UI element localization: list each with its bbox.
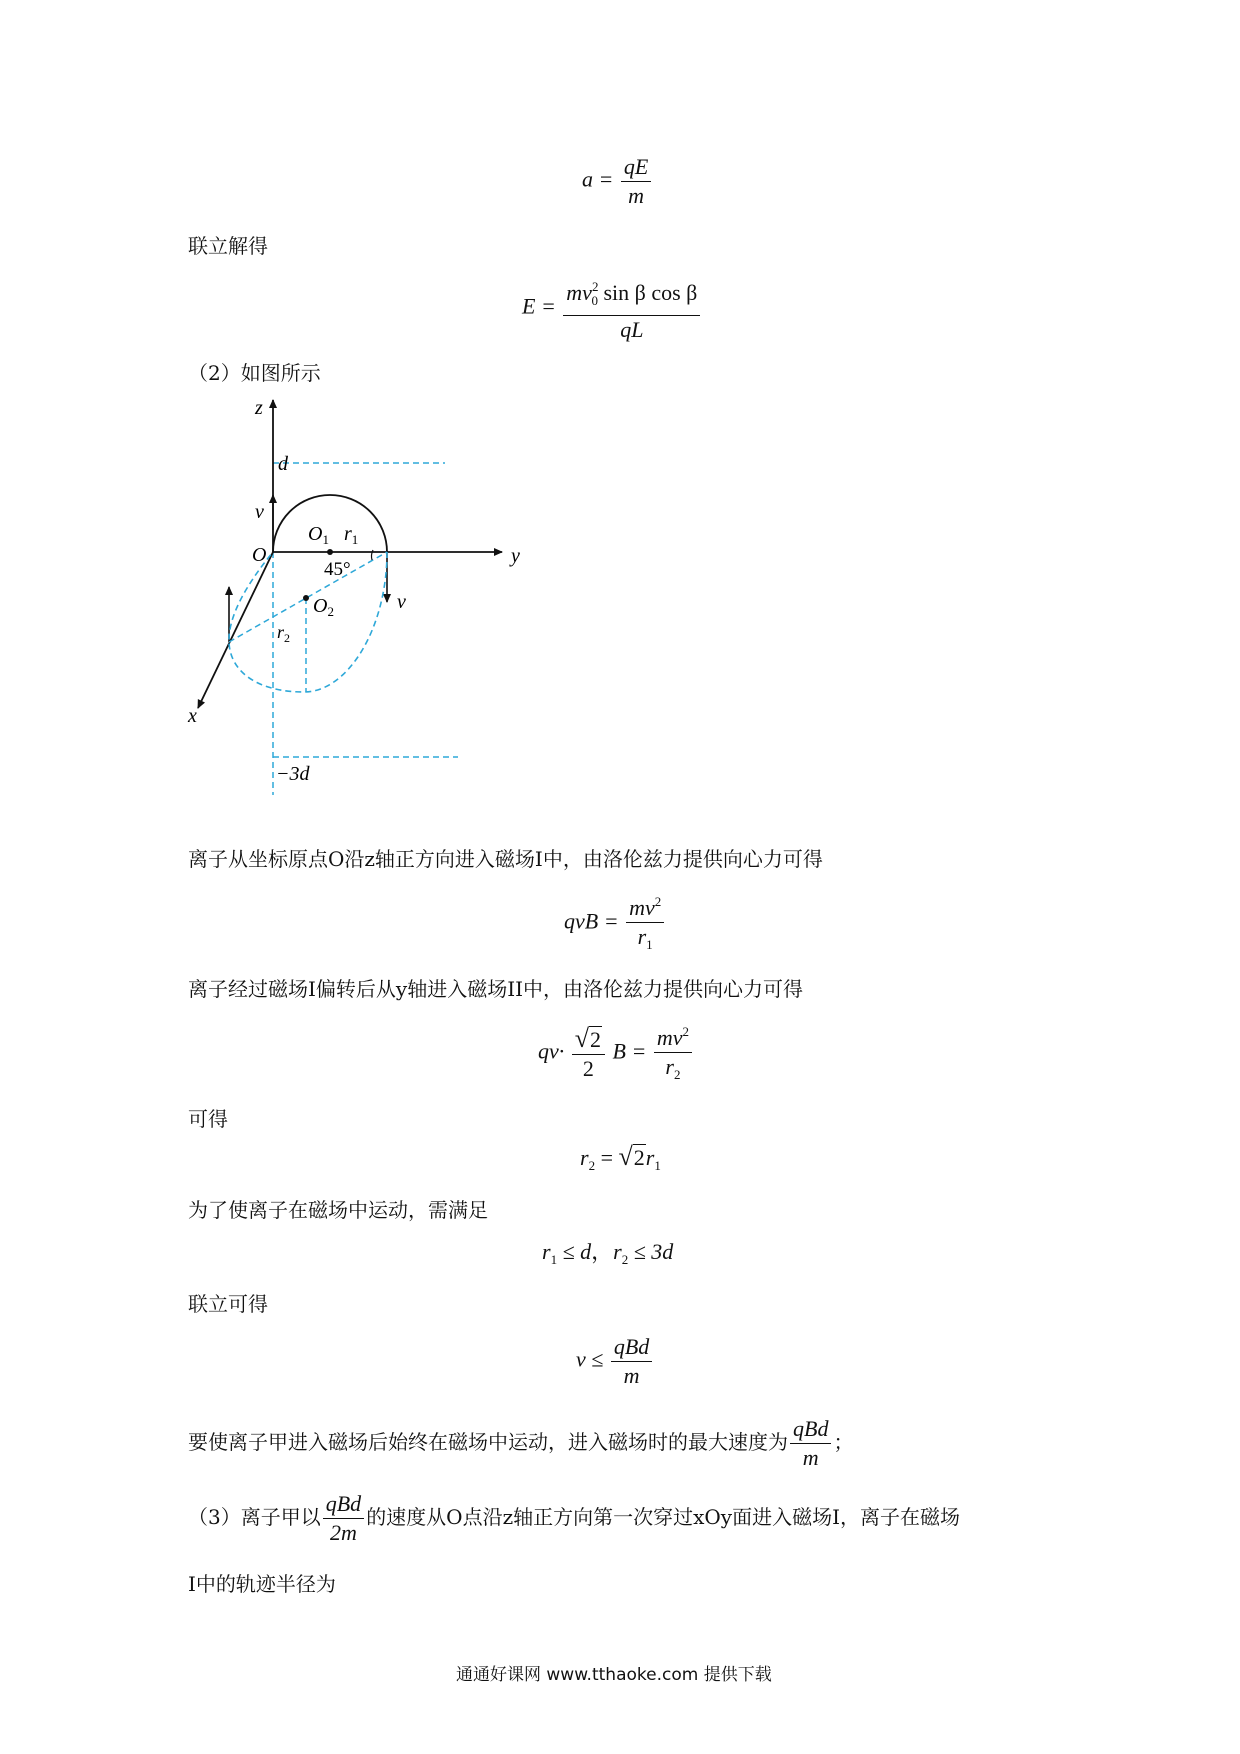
label-O2-sub: 2 (327, 604, 334, 619)
eq1-numerator: qE (621, 153, 651, 182)
label-d: d (278, 453, 288, 475)
label-r1 (344, 523, 358, 547)
trajectory-figure (180, 390, 540, 800)
label-r2 (277, 622, 290, 645)
equation-field-I-force (564, 888, 666, 959)
sqrt-sign-icon: √ (618, 1142, 633, 1171)
eq4-num-sup: 2 (682, 1024, 689, 1039)
trajectory-field-II (229, 552, 387, 692)
label-neg3d: −3d (276, 763, 310, 785)
q3-prefix: （3）离子甲以 (188, 1505, 321, 1529)
eq3-denominator (626, 923, 664, 959)
eq3-numerator (626, 888, 664, 923)
trajectory-field-I (273, 495, 387, 552)
eq4-denominator (654, 1053, 692, 1089)
eq2-num-mv: mv (566, 280, 592, 305)
equation-field-E (522, 273, 702, 344)
label-r2-main: r (277, 622, 285, 642)
eq6-r1: r (542, 1239, 551, 1264)
eq7-denominator: m (623, 1363, 640, 1388)
label-r1-sub: 1 (351, 532, 359, 547)
text-lianli-jiede: 联立解得 (188, 234, 268, 258)
label-y: y (511, 545, 520, 567)
eq4-lhs-B: B = (612, 1038, 647, 1064)
text-condition: 为了使离子在磁场中运动，需满足 (188, 1198, 488, 1222)
eq4-den-r: r (665, 1054, 674, 1079)
eq5-r1-sub: 1 (654, 1158, 661, 1173)
eq3-num-sup: 2 (654, 894, 662, 909)
eq4-fraction (654, 1018, 692, 1089)
label-O2-main: O (313, 595, 328, 617)
eq7-numerator: qBd (611, 1333, 652, 1362)
center-O2-dot (303, 595, 309, 601)
q3-denominator: 2m (330, 1520, 357, 1545)
max-speed-semicolon: ； (833, 1430, 854, 1454)
center-O1-dot (327, 549, 333, 555)
label-z: z (255, 397, 263, 419)
text-kede: 可得 (188, 1107, 228, 1131)
max-speed-denominator: m (802, 1445, 819, 1470)
eq2-fraction (563, 273, 700, 344)
eq4-sqrt-denominator: 2 (582, 1055, 594, 1081)
eq1-lhs: a = (582, 166, 614, 192)
eq4-lhs-qv: qv· (538, 1038, 565, 1064)
eq2-num-sub: 0 (591, 293, 598, 308)
eq3-den-r: r (637, 924, 647, 949)
label-O1 (308, 523, 329, 547)
eq2-numerator (563, 273, 700, 316)
text-q3 (188, 1490, 960, 1547)
label-r1-main: r (344, 523, 352, 545)
text-q2-heading: （2）如图所示 (188, 361, 321, 385)
label-r2-sub: 2 (284, 631, 291, 645)
equation-velocity-bound (576, 1333, 654, 1390)
eq2-num-sup: 2 (591, 279, 599, 294)
eq6-r2: r (613, 1239, 622, 1264)
eq5-r: r (580, 1145, 589, 1170)
label-angle-45: 45° (324, 559, 351, 580)
equation-conditions (542, 1235, 673, 1268)
eq4-den-sub: 2 (673, 1067, 681, 1082)
eq6-le-3d: ≤ 3d (628, 1239, 674, 1264)
eq4-num-mv: mv (656, 1025, 683, 1050)
eq3-num-mv: mv (629, 895, 655, 920)
max-speed-text: 要使离子甲进入磁场后始终在磁场中运动，进入磁场时的最大速度为 (188, 1430, 788, 1454)
eq2-denominator: qL (620, 317, 644, 342)
text-enter-field-II: 离子经过磁场I偏转后从y轴进入磁场II中，由洛伦兹力提供向心力可得 (188, 977, 803, 1001)
eq1-fraction (621, 153, 651, 210)
text-lianli-kede: 联立可得 (188, 1292, 268, 1316)
label-O: O (252, 544, 267, 566)
eq3-fraction (626, 888, 664, 959)
eq1-denominator: m (628, 183, 645, 208)
equation-acceleration (582, 153, 653, 210)
eq4-numerator (654, 1018, 692, 1053)
eq5-r-sub: 2 (588, 1158, 596, 1173)
eq5-equals: = (595, 1145, 619, 1170)
label-v-up: v (255, 501, 264, 523)
label-O2 (313, 595, 334, 619)
q3-numerator: qBd (323, 1490, 364, 1519)
eq7-lhs: v ≤ (576, 1346, 604, 1372)
eq2-num-trig: sin β cos β (597, 280, 698, 305)
eq6-le-d: ≤ d (557, 1239, 592, 1264)
equation-field-II-force (538, 1018, 694, 1089)
angle-arc (372, 550, 373, 560)
eq6-r1-sub: 1 (550, 1252, 558, 1267)
equation-r2-r1 (580, 1142, 661, 1174)
eq5-sqrt (618, 1142, 645, 1172)
eq4-sqrt (575, 1025, 602, 1054)
label-O1-sub: 1 (322, 532, 329, 547)
eq5-sqrt-val: 2 (633, 1145, 645, 1170)
text-enter-field-I: 离子从坐标原点O沿z轴正方向进入磁场I中，由洛伦兹力提供向心力可得 (188, 847, 823, 871)
eq4-sqrt-val: 2 (590, 1026, 602, 1052)
eq2-lhs: E = (522, 293, 556, 319)
label-v-down: v (397, 591, 406, 613)
q3-fraction (323, 1490, 364, 1547)
eq3-den-sub: 1 (646, 937, 653, 952)
eq6-separator: ， (591, 1239, 614, 1264)
max-speed-fraction (790, 1415, 831, 1472)
label-x: x (188, 705, 197, 727)
page-footer: 通通好课网 www.tthaoke.com 提供下载 (456, 1665, 772, 1685)
sqrt-sign-icon: √ (574, 1023, 590, 1053)
text-q3-tail: I中的轨迹半径为 (188, 1572, 336, 1596)
max-speed-numerator: qBd (790, 1415, 831, 1444)
eq4-sqrt-numerator (572, 1025, 605, 1055)
q3-middle: 的速度从O点沿z轴正方向第一次穿过xOy面进入磁场I，离子在磁场 (366, 1505, 960, 1529)
eq5-r1: r (645, 1145, 655, 1170)
eq7-fraction (611, 1333, 652, 1390)
text-max-speed (188, 1415, 853, 1472)
eq6-r2-sub: 2 (621, 1252, 629, 1267)
eq3-lhs: qvB = (564, 908, 619, 934)
label-O1-main: O (308, 523, 323, 545)
eq4-sqrt-fraction (572, 1025, 605, 1083)
